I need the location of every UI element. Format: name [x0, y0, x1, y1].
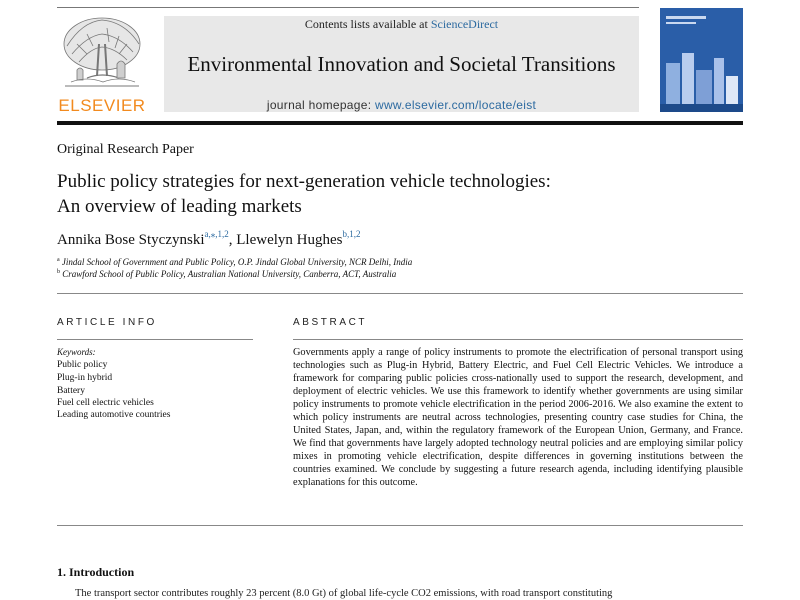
article-title-line-2: An overview of leading markets — [57, 196, 302, 217]
section-divider — [57, 525, 743, 526]
journal-homepage-line — [164, 98, 639, 112]
sciencedirect-link[interactable]: ScienceDirect — [430, 17, 499, 31]
author-list — [57, 229, 360, 249]
contents-prefix: Contents lists available at — [304, 17, 431, 31]
affiliation-mark: a — [57, 257, 60, 263]
contents-available-line — [164, 17, 639, 32]
introduction-text: The transport sector contributes roughly 23 percent (8.0 Gt) of global life-cycle CO2 emissions, with road transport constituting — [75, 588, 613, 599]
abstract-rule — [293, 339, 743, 340]
section-divider — [57, 293, 743, 294]
article-info-rule — [57, 339, 253, 340]
introduction-heading: 1. Introduction — [57, 565, 135, 579]
affiliation-text: Jindal School of Government and Public Policy, O.P. Jindal Global University, NCR Delhi, India — [61, 257, 413, 267]
article-type: Original Research Paper — [57, 142, 194, 157]
publisher-name: ELSEVIER — [58, 96, 146, 115]
article-title — [57, 169, 551, 219]
keywords-label: Keywords: — [57, 347, 96, 357]
header-thick-rule — [57, 121, 743, 125]
elsevier-tree-icon — [57, 14, 147, 94]
elsevier-logo[interactable] — [57, 14, 147, 114]
journal-title[interactable]: Environmental Innovation and Societal Transitions — [187, 52, 616, 76]
article-title-line-1: Public policy strategies for next-generation vehicle technologies: — [57, 171, 551, 192]
cover-graphic — [660, 8, 743, 112]
author-name[interactable]: Llewelyn Hughes — [236, 232, 343, 248]
abstract-heading: ABSTRACT — [293, 317, 368, 328]
abstract-text: Governments apply a range of policy instruments to promote the electrification of personal transport using technologies such as Plug-in Hybrid, Battery Electric, and Fuel Cell Electric Vehicles. We introduce a framework for comparing public policies cross-nationally used to support the research, development, and deployment of electric vehicles. We use this framework to identify whether governments are using similar policy instruments to promote vehicle electrification in the period 2006-2016. We also examine the extent to which policy instruments are neutral across technologies, presenting country case studies for China, the United States, Japan, and, within the regulatory framework of the European Union, Germany, and France. We find that governments have largely adopted technology neutral policies and are employing similar policy mixes in promoting vehicle electrification, despite differences in governing institutions between the countries examined. We conclude by suggesting a future research agenda, including identifying plausible explanations for this outcome. — [293, 347, 743, 488]
keyword-item: Fuel cell electric vehicles — [57, 398, 154, 408]
keyword-item: Leading automotive countries — [57, 410, 171, 420]
author-affiliation-marks[interactable]: a,⁎,1,2 — [204, 229, 229, 239]
author-affiliation-marks[interactable]: b,1,2 — [342, 229, 361, 239]
affiliation-mark: b — [57, 269, 60, 275]
article-info-heading: ARTICLE INFO — [57, 317, 157, 328]
keyword-item: Plug-in hybrid — [57, 373, 113, 383]
journal-cover-image[interactable] — [660, 8, 743, 112]
header-top-rule — [57, 7, 639, 8]
journal-homepage-link[interactable]: www.elsevier.com/locate/eist — [375, 98, 537, 112]
author-name[interactable]: Annika Bose Styczynski — [57, 232, 205, 248]
keyword-item: Battery — [57, 386, 85, 396]
affiliation-b — [57, 269, 396, 279]
affiliation-text: Crawford School of Public Policy, Australian National University, Canberra, ACT, Australia — [62, 269, 397, 279]
author-separator: , — [228, 232, 237, 248]
affiliation-a — [57, 257, 412, 267]
homepage-prefix: journal homepage: — [266, 98, 375, 112]
keyword-item: Public policy — [57, 360, 108, 370]
